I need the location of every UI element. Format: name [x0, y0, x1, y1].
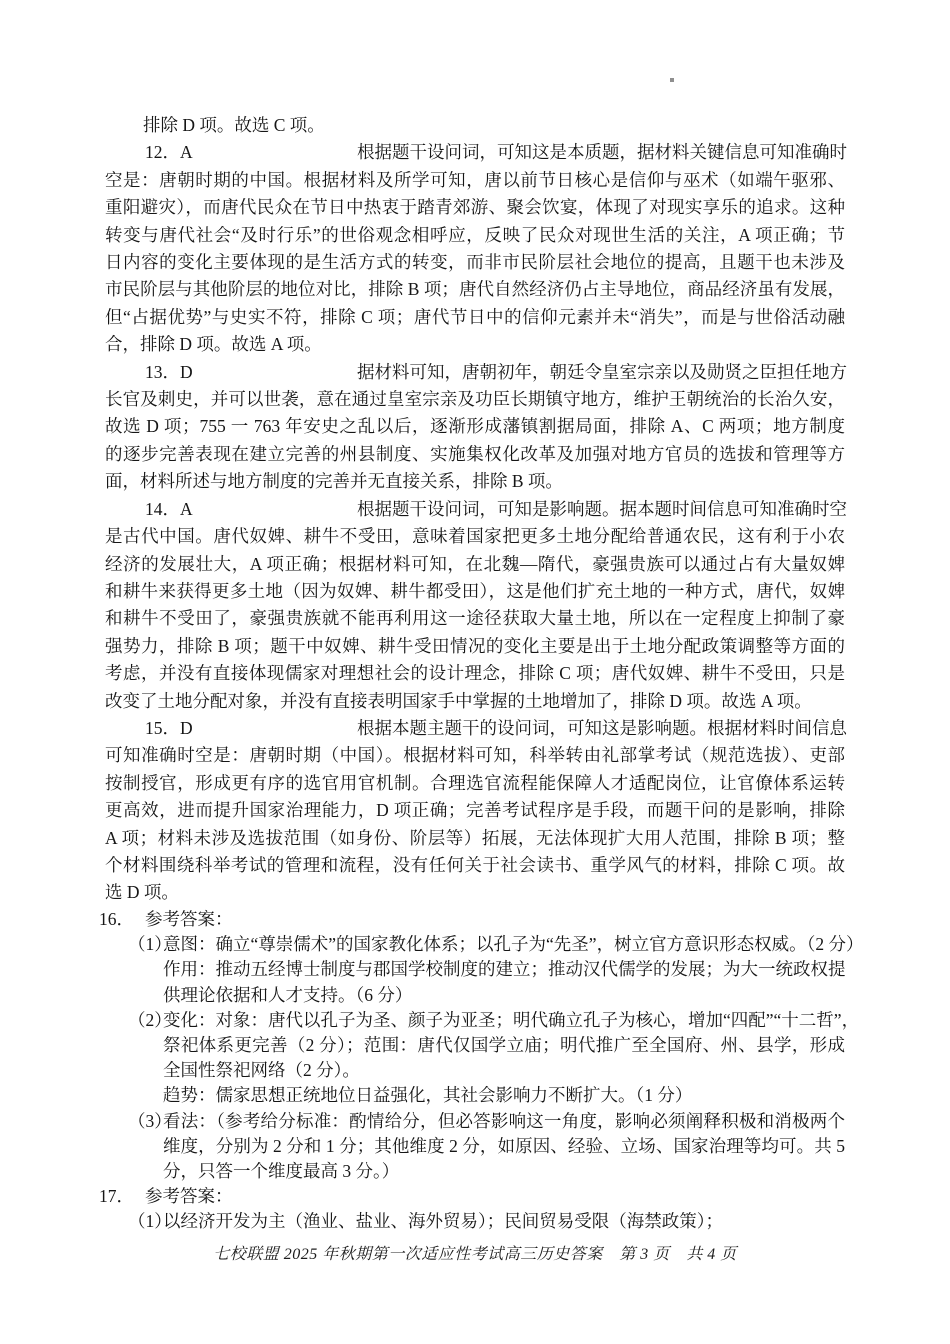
answer-item-15	[145, 715, 845, 742]
sub-number: （1）	[128, 1211, 172, 1232]
answer-item-13	[145, 359, 845, 386]
question-number: 16．	[99, 909, 134, 929]
question-16-heading	[99, 907, 845, 932]
page-footer: 七校联盟 2025 年秋期第一次适应性考试高三历史答案 第 3 页 共 4 页	[213, 1246, 737, 1263]
section-title: 参考答案：	[145, 1186, 233, 1207]
sub-answer-line	[128, 1008, 860, 1033]
answer-item-12	[145, 139, 845, 166]
body-line: 更高效，进而提升国家治理能力，D 项正确；完善考试程序是手段，而题干问的是影响，排除	[105, 800, 845, 821]
item-explanation: 根据题干设问词，可知是影响题。据本题时间信息可知准确时空	[357, 498, 847, 519]
body-line: 选 D 项。	[105, 882, 179, 903]
item-explanation: 根据本题主题干的设问词，可知这是影响题。根据材料时间信息	[357, 717, 847, 738]
sub-number: （2）	[128, 1009, 172, 1030]
body-line: 和耕牛来获得更多土地（因为奴婢、耕牛都受田），这是他们扩充土地的一种方式，唐代，奴婢	[105, 580, 845, 601]
sub-text: 意图：确立“尊崇儒术”的国家教化体系；以孔子为“先圣”，树立官方意识形态权威。（2 分）	[163, 934, 864, 955]
body-line: 按制授官，形成更有序的选官用官机制。合理选官流程能保障人才适配岗位，让官僚体系运转	[105, 772, 845, 793]
item-number-answer: 15．D	[145, 717, 193, 738]
body-line: 空是：唐朝时期的中国。根据材料及所学可知，唐以前节日核心是信仰与巫术（如端午驱邪、	[105, 169, 845, 190]
item-number-answer: 12．A	[145, 142, 193, 163]
hanging-line: 作用：推动五经博士制度与郡国学校制度的建立；推动汉代儒学的发展；为大一统政权提	[163, 959, 846, 980]
hanging-line: 维度，分别为 2 分和 1 分；其他维度 2 分，如原因、经验、立场、国家治理等均可。共 5	[163, 1135, 845, 1156]
question-17-heading	[99, 1184, 845, 1209]
sub-text: 变化：对象：唐代以孔子为圣、颜子为亚圣；明代确立孔子为核心，增加“四配”“十二哲”，	[163, 1009, 860, 1030]
body-line: 故选 D 项；755 一 763 年安史之乱以后，逐渐形成藩镇割据局面，排除 A、C 两项；地方制度	[105, 416, 845, 437]
sub-answer-line	[128, 1209, 845, 1234]
body-line: 强势力，排除 B 项；题干中奴婢、耕牛受田情况的变化主要是出于土地分配政策调整等方面的	[105, 635, 845, 656]
section-title: 参考答案：	[145, 909, 233, 929]
reference-answers-block	[99, 907, 864, 1235]
hanging-line: 趋势：儒家思想正统地位日益强化，其社会影响力不断扩大。（1 分）	[163, 1085, 693, 1106]
sub-number: （3）	[128, 1110, 172, 1131]
body-line: 长官及刺史，并可以世袭，意在通过皇室宗亲及功臣长期镇守地方，维护王朝统治的长治久安，	[105, 389, 845, 410]
sub-answer-line	[128, 1109, 845, 1134]
hanging-line: 祭祀体系更完善（2 分）；范围：唐代仅国学立庙；明代推广至全国府、州、县学，形成	[163, 1035, 845, 1056]
item-explanation: 根据题干设问词，可知这是本质题，据材料关键信息可知准确时	[357, 142, 847, 163]
sub-answer-line	[128, 932, 864, 957]
body-line: 是古代中国。唐代奴婢、耕牛不受田，意味着国家把更多土地分配给普通农民，这有利于小农	[105, 526, 845, 547]
body-line: 但“占据优势”与史实不符，排除 C 项；唐代节日中的信仰元素并未“消失”，而是与世俗活动融	[105, 306, 845, 327]
answers-block	[105, 112, 845, 907]
body-line: 日内容的变化主要体现的是生活方式的转变，而非市民阶层社会地位的提高，且题干也未涉及	[105, 252, 845, 273]
item-number-answer: 14．A	[145, 498, 193, 519]
body-line: 改变了土地分配对象，并没有直接表明国家手中掌握的土地增加了，排除 D 项。故选 A 项。	[105, 690, 812, 711]
body-line: 个材料围绕科举考试的管理和流程，没有任何关于社会读书、重学风气的材料，排除 C 项。故	[105, 854, 845, 875]
body-line: 可知准确时空是：唐朝时期（中国）。根据材料可知，科举转由礼部掌考试（规范选拔）、吏部	[105, 745, 845, 766]
body-line: 考虑，并没有直接体现儒家对理想社会的设计理念，排除 C 项；唐代奴婢、耕牛不受田，只是	[105, 663, 845, 684]
sub-text: 看法：（参考给分标准：酌情给分，但必答影响这一角度，影响必须阐释积极和消极两个	[163, 1110, 845, 1131]
body-line: 重阳避灾），而唐代民众在节日中热衷于踏青郊游、聚会饮宴，体现了对现实享乐的追求。这种	[105, 197, 845, 218]
body-line: 合，排除 D 项。故选 A 项。	[105, 334, 322, 355]
body-line: 经济的发展壮大，A 项正确；根据材料可知，在北魏—隋代，豪强贵族可以通过占有大量奴婢	[105, 553, 845, 574]
body-line: 转变与唐代社会“及时行乐”的世俗观念相呼应，反映了民众对现世生活的关注，A 项正确；节	[105, 224, 845, 245]
body-line: 面，材料所述与地方制度的完善并无直接关系，排除 B 项。	[105, 471, 563, 492]
answer-item-14	[145, 496, 845, 523]
stray-mark	[670, 78, 674, 82]
body-line: 的逐步完善表现在建立完善的州县制度、实施集权化改革及加强对地方官员的选拔和管理等方	[105, 443, 845, 464]
paragraph-tail-line: 排除 D 项。故选 C 项。	[143, 115, 325, 135]
hanging-line: 全国性祭祀网络（2 分）。	[163, 1060, 360, 1081]
item-explanation: 据材料可知，唐朝初年，朝廷令皇室宗亲以及勋贤之臣担任地方	[357, 361, 847, 382]
body-line: A 项；材料未涉及选拔范围（如身份、阶层等）拓展，无法体现扩大用人范围，排除 B 项；整	[105, 827, 845, 848]
body-line: 和耕牛不受田了，豪强贵族就不能再利用这一途径获取大量土地，所以在一定程度上抑制了豪	[105, 608, 845, 629]
sub-number: （1）	[128, 934, 172, 955]
body-line: 市民阶层与其他阶层的地位对比，排除 B 项；唐代自然经济仍占主导地位，商品经济虽有发展，	[105, 279, 845, 300]
hanging-line: 分，只答一个维度最高 3 分。）	[163, 1161, 400, 1182]
hanging-line: 供理论依据和人才支持。（6 分）	[163, 984, 413, 1005]
sub-text: 以经济开发为主（渔业、盐业、海外贸易）；民间贸易受限（海禁政策）；	[163, 1211, 723, 1232]
item-number-answer: 13．D	[145, 361, 193, 382]
question-number: 17．	[99, 1186, 134, 1207]
